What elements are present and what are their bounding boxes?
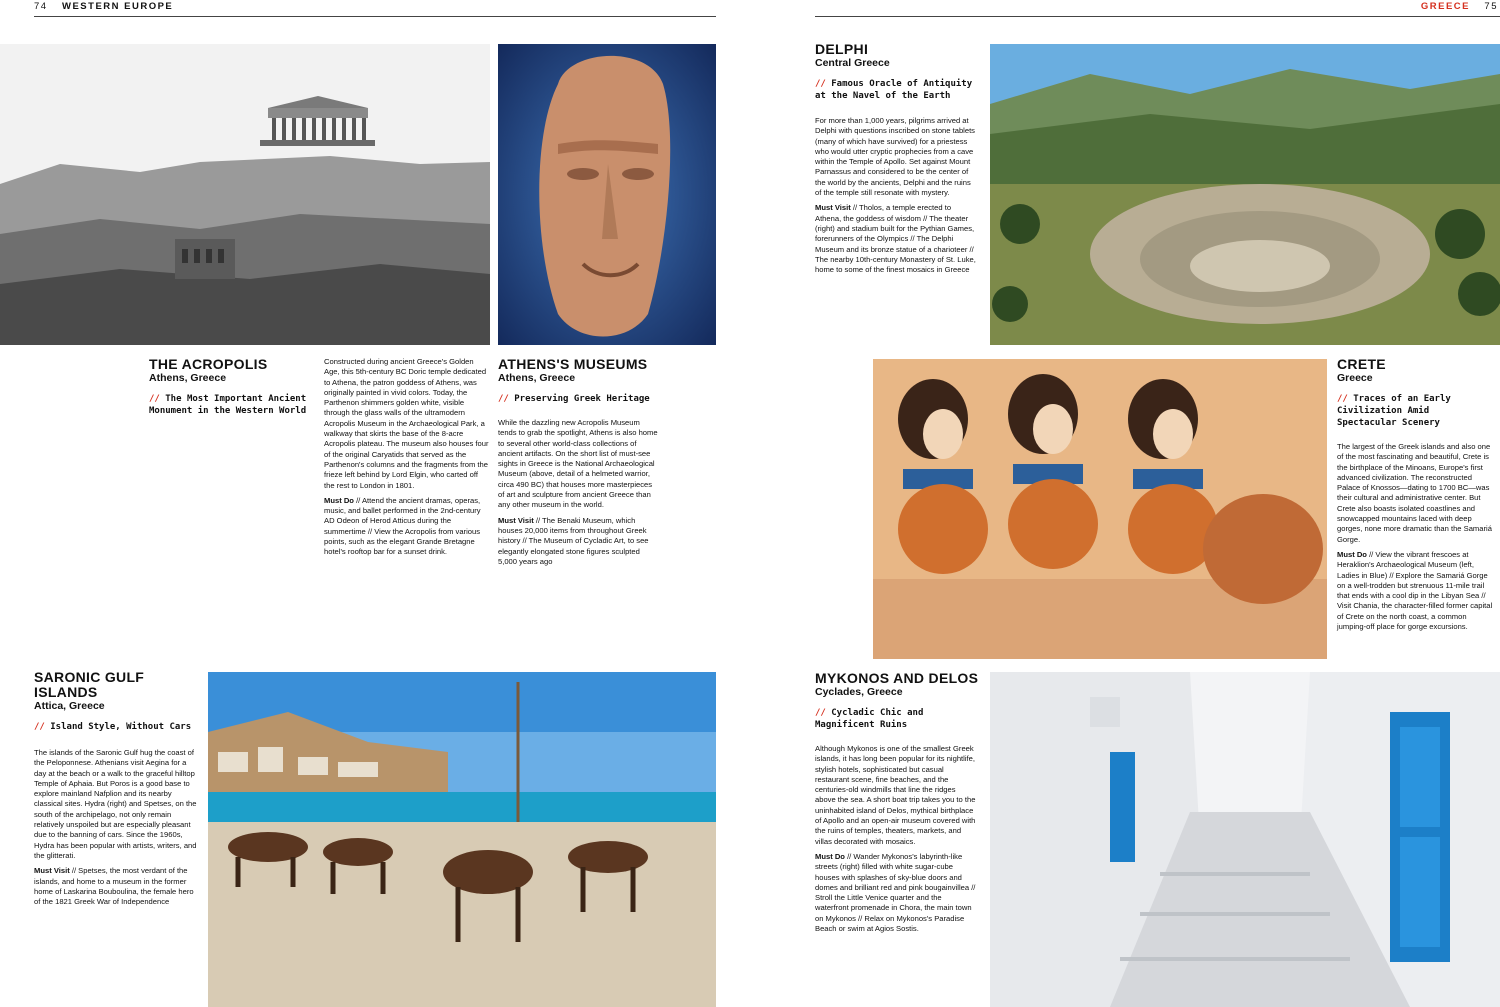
acropolis-heading-block — [149, 357, 314, 417]
mykonos-title: MYKONOS AND DELOS — [815, 670, 979, 686]
left-running-header — [34, 0, 716, 17]
crete-heading-block — [1337, 357, 1487, 429]
museums-heading-block — [498, 357, 663, 405]
acropolis-location: Athens, Greece — [149, 372, 227, 384]
crete-tagline: // Traces of an Early Civilization Amid Spectacular Scenery — [1337, 394, 1451, 428]
crete-must-do: Must Do // View the vibrant frescoes at Heraklion's Archaeological Museum (left, Ladies in Blue) // Explore the Samariá Gorge on a well-trodden but strenuous 11-mile trail that ends with a cool dip in the Libyan Sea // Visit Chania, the character-filled former capital of Crete on the north coast, a common jumping-off place for gorge excursions. — [1337, 549, 1493, 632]
mykonos-must-do: Must Do // Wander Mykonos's labyrinth-like streets (right) filled with white sugar-cube houses with splashes of sky-blue doors and domes and brilliant red and pink bougainvillea // Stroll the Little Venice quarter and the waterfront promenade in Chora, the main town on Mykonos // Relax on Mykonos's Paradise Beach or swim at Agios Sostis. — [815, 851, 976, 934]
saronic-title: SARONIC GULF ISLANDS — [34, 669, 145, 700]
right-section-title: GREECE — [1420, 1, 1470, 12]
mykonos-body — [815, 744, 977, 939]
acropolis-body-text: Constructed during ancient Greece's Golden Age, this 5th-century BC Doric temple dedicated to Athena, the patron goddess of Athens, was originally painted in vivid colors. Today, the Parthenon shimmers golden white, visible through the glass walls of the ultramodern Acropolis Museum in the Archaeological Park, a walkway that skirts the base of the 8-acre Acropolis plateau. The museum also houses four of the original Caryatids that served as the Parthenon's columns and the fragments from the frieze left behind by Lord Elgin, who carted off the rest to London in 1801. — [324, 357, 489, 490]
warrior-sculpture-photo — [498, 44, 716, 345]
museums-tagline: // Preserving Greek Heritage — [498, 394, 650, 404]
delphi-theater-photo — [990, 44, 1500, 345]
hydra-harbor-photo — [208, 672, 716, 1007]
crete-body — [1337, 442, 1497, 637]
saronic-body — [34, 748, 200, 912]
acropolis-tagline: // The Most Important Ancient Monument in the Western World — [149, 394, 307, 416]
right-running-header — [815, 0, 1500, 17]
museums-location: Athens, Greece — [498, 372, 576, 384]
delphi-heading-block — [815, 42, 980, 102]
crete-location: Greece — [1337, 372, 1373, 384]
museums-must-visit: Must Visit // The Benaki Museum, which houses 20,000 items from throughout Greek history // The Museum of Cycladic Art, to see elegantly elongated stone figures sculpted 5,000 years ago — [498, 515, 649, 566]
mykonos-tagline: // Cycladic Chic and Magnificent Ruins — [815, 708, 924, 730]
left-section-title: WESTERN EUROPE — [62, 1, 174, 12]
saronic-heading-block — [34, 670, 199, 733]
delphi-tagline: // Famous Oracle of Antiquity at the Navel of the Earth — [815, 79, 973, 101]
mykonos-body-text: Although Mykonos is one of the smallest Greek islands, it has long been popular for its nightlife, stylish hotels, sophisticated but casual restaurant scene, fine beaches, and the centuries-old windmills that line the ridges above the sea. A short boat trip takes you to the uninhabited island of Delos, mythical birthplace of Apollo and an open-air museum covered with the ruins of temples, theaters, markets, and villas decorated with mosaics. — [815, 744, 976, 846]
acropolis-photo — [0, 44, 490, 345]
museums-title: ATHENS'S MUSEUMS — [498, 356, 648, 372]
crete-body-text: The largest of the Greek islands and also one of the most fascinating and beautiful, Crete is the birthplace of the Minoans, Europe's first advanced civilization. The reconstructed Palace of Knossos—dating to 1700 BC—was their cultural and administrative center. But Crete also boasts isolated coastlines and snowcapped mountains laced with deep gorges, none more dramatic than the Samariá Gorge. — [1337, 442, 1492, 544]
left-page-number: 74 — [34, 1, 48, 12]
mykonos-heading-block — [815, 671, 980, 731]
mykonos-location: Cyclades, Greece — [815, 686, 903, 698]
delphi-body-text: For more than 1,000 years, pilgrims arrived at Delphi with questions inscribed on stone tablets (many of which have survived) for a priestess who would utter cryptic prophecies from a cave within the Temple of Apollo. Set against Mount Parnassus and considered to be the center of the world by the ancients, Delphi and the ruins of the temple still resonate with mystery. — [815, 116, 975, 198]
crete-title: CRETE — [1337, 356, 1386, 372]
saronic-location: Attica, Greece — [34, 700, 105, 712]
museums-body — [498, 418, 660, 572]
acropolis-must-do: Must Do // Attend the ancient dramas, operas, music, and ballet performed in the 2nd-century AD Odeon of Herod Atticus during the summertime // View the Acropolis from various points, such as the elegant Grande Bretagne hotel's rooftop bar for a sunset drink. — [324, 495, 481, 557]
saronic-body-text: The islands of the Saronic Gulf hug the coast of the Peloponnese. Athenians visit Aegina for a day at the beach or a walk to the graceful hilltop Temple of Aphaia. But Poros is a good base to explore mainland Nafplion and its nearby classical sites. Hydra (right) and Spetses, on the south of the archipelago, not only remain relatively unspoiled but are especially pleasant due to the banning of cars. Since the 1960s, Hydra has been popular with artists, writers, and the glitterati. — [34, 748, 197, 860]
saronic-tagline: // Island Style, Without Cars — [34, 722, 192, 732]
acropolis-body — [324, 357, 490, 563]
ladies-in-blue-fresco-photo — [873, 359, 1327, 659]
mykonos-street-photo — [990, 672, 1500, 1007]
saronic-must-visit: Must Visit // Spetses, the most verdant of the islands, and home to a museum in the former home of Laskarina Bouboulina, the female hero of the 1821 Greek War of Independence — [34, 866, 194, 907]
delphi-must-visit: Must Visit // Tholos, a temple erected to Athena, the goddess of wisdom // The theater (right) and stadium built for the Pythian Games, forerunners of the Olympics // The Delphi Museum and its bronze statue of a charioteer // The nearby 10th-century Monastery of St. Luke, home to some of the finest mosaics in Greece — [815, 203, 976, 275]
right-page-number: 75 — [1484, 1, 1498, 12]
delphi-location: Central Greece — [815, 57, 890, 69]
museums-body-text: While the dazzling new Acropolis Museum tends to grab the spotlight, Athens is also home to several other world-class collections of ancient artifacts. On the short list of must-see sights in Greece is the National Archaeological Museum (above, detail of a helmeted warrior, circa 490 BC) that houses more masterpieces of art and sculpture from ancient Greece than any other museum in the world. — [498, 418, 658, 510]
delphi-body — [815, 116, 977, 280]
acropolis-title: THE ACROPOLIS — [149, 356, 268, 372]
delphi-title: DELPHI — [815, 41, 869, 57]
